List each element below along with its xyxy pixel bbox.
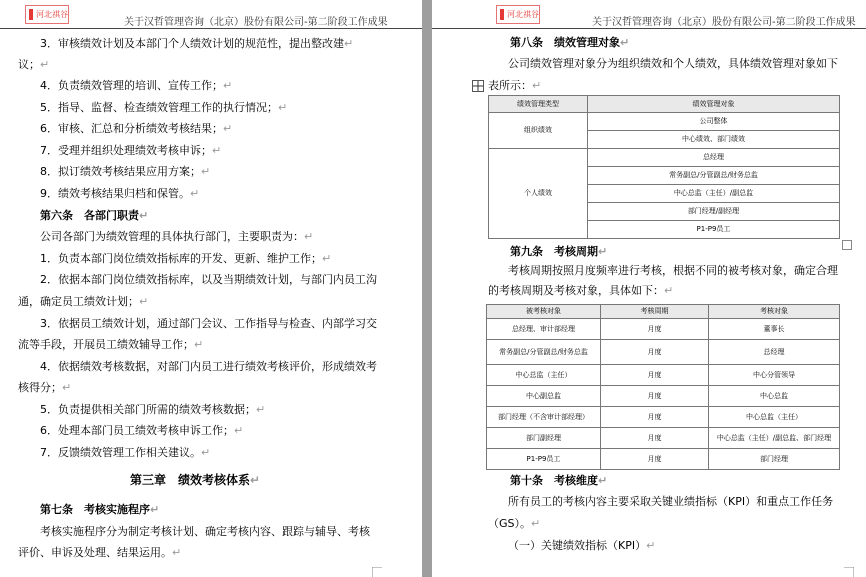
text-line: 核得分；↵ [18, 381, 72, 394]
text-line: 3．审核绩效计划及本部门个人绩效计划的规范性，提出整改建↵ [40, 37, 354, 50]
header-title: 关于汉哲管理咨询（北京）股份有限公司-第二阶段工作成果 [592, 17, 856, 28]
table-cell: P1-P9员工 [588, 221, 840, 239]
move-handle-icon[interactable] [472, 80, 484, 92]
table-row [487, 449, 840, 470]
table-cell: 月度 [601, 340, 709, 365]
table-cell: 部门经理（不含审计部经理） [487, 407, 601, 428]
table-cell: 中心总监（主任）/副总监、部门经理 [709, 428, 840, 449]
company-logo [496, 5, 540, 24]
text-line: 5．指导、监督、检查绩效管理工作的执行情况；↵ [40, 101, 288, 114]
table-cell: 月度 [601, 386, 709, 407]
text-line: 议；↵ [18, 58, 50, 71]
text-line: 的考核周期及考核对象，具体如下：↵ [488, 284, 674, 297]
table-header: 考核周期 [601, 305, 709, 319]
table-cell: 月度 [601, 449, 709, 470]
table-header: 被考核对象 [487, 305, 601, 319]
table-row [487, 319, 840, 340]
logo-text: 河北祺谷 [507, 10, 539, 19]
table-header: 绩效管理对象 [588, 96, 840, 113]
table-cell: 总经理 [709, 340, 840, 365]
article-heading: 第六条 各部门职责↵ [40, 209, 149, 222]
table-cell: 总经理、审计部经理 [487, 319, 601, 340]
text-line: 4．依据绩效考核数据，对部门内员工进行绩效考核评价，形成绩效考 [40, 360, 377, 373]
table-cell: 组织绩效 [489, 113, 588, 149]
article-heading: 第七条 考核实施程序↵ [40, 503, 160, 516]
text-line: （GS）。↵ [488, 517, 541, 530]
logo-mark-icon [29, 9, 33, 20]
table-cell: 常务副总/分管副总/财务总监 [487, 340, 601, 365]
table-cell: 董事长 [709, 319, 840, 340]
logo-mark-icon [500, 9, 504, 20]
margin-corner-mark [844, 567, 854, 577]
text-line: 7．受理并组织处理绩效考核申诉；↵ [40, 144, 222, 157]
logo-text: 河北祺谷 [36, 10, 68, 19]
table-cell: 月度 [601, 365, 709, 386]
table-row [487, 428, 840, 449]
text-line: 2．依据本部门岗位绩效指标库，以及当期绩效计划，与部门内员工沟 [40, 273, 377, 286]
text-line: 4．负责绩效管理的培训、宣传工作；↵ [40, 79, 233, 92]
margin-corner-mark [842, 240, 852, 250]
assessment-cycle-table [486, 304, 840, 470]
text-line: 3．依据员工绩效计划，通过部门会议、工作指导与检查、内部学习交 [40, 317, 377, 330]
table-cell: P1-P9员工 [487, 449, 601, 470]
table-cell: 月度 [601, 407, 709, 428]
table-cell: 公司整体 [588, 113, 840, 131]
text-line: 公司各部门为绩效管理的具体执行部门，主要职责为：↵ [40, 230, 314, 243]
text-line: 通，确定员工绩效计划；↵ [18, 295, 149, 308]
article-heading: 第九条 考核周期↵ [510, 245, 608, 258]
article-heading: 第八条 绩效管理对象↵ [510, 36, 630, 49]
table-cell: 月度 [601, 319, 709, 340]
text-line: 7．反馈绩效管理工作相关建议。↵ [40, 446, 211, 459]
text-line: 流等手段，开展员工绩效辅导工作；↵ [18, 338, 204, 351]
page-header [432, 0, 866, 29]
table-cell: 部门副经理 [487, 428, 601, 449]
performance-target-table [488, 95, 840, 239]
table-cell: 个人绩效 [489, 149, 588, 239]
chapter-heading: 第三章 绩效考核体系↵ [130, 473, 261, 487]
table-cell: 常务副总/分管副总/财务总监 [588, 167, 840, 185]
page-header [0, 0, 422, 29]
text-line: 1．负责本部门岗位绩效指标库的开发、更新、维护工作；↵ [40, 252, 332, 265]
table-cell: 中心绩效、部门绩效 [588, 131, 840, 149]
text-line: 5．负责提供相关部门所需的绩效考核数据；↵ [40, 403, 266, 416]
table-cell: 总经理 [588, 149, 840, 167]
text-line: 6．处理本部门员工绩效考核申诉工作；↵ [40, 424, 244, 437]
page-gap [422, 0, 432, 577]
table-cell: 中心总监 [709, 386, 840, 407]
text-line: （一）关键绩效指标（KPI）↵ [508, 539, 656, 552]
text-line: 所有员工的考核内容主要采取关键业绩指标（KPI）和重点工作任务 [508, 495, 834, 508]
table-row [487, 407, 840, 428]
table-cell: 部门经理/副经理 [588, 203, 840, 221]
text-line: 考核实施程序分为制定考核计划、确定考核内容、跟踪与辅导、考核 [40, 525, 370, 538]
text-line: 表所示：↵ [488, 79, 542, 92]
table-cell: 月度 [601, 428, 709, 449]
text-line: 公司绩效管理对象分为组织绩效和个人绩效，具体绩效管理对象如下 [508, 57, 838, 70]
document-page-right [432, 0, 866, 577]
text-line: 考核周期按照月度频率进行考核，根据不同的被考核对象，确定合理 [508, 264, 838, 277]
table-row [487, 365, 840, 386]
table-row [487, 386, 840, 407]
company-logo [25, 5, 69, 24]
table-header: 绩效管理类型 [489, 96, 588, 113]
header-title: 关于汉哲管理咨询（北京）股份有限公司-第二阶段工作成果 [124, 17, 388, 28]
text-line: 6．审核、汇总和分析绩效考核结果；↵ [40, 122, 233, 135]
table-header: 考核对象 [709, 305, 840, 319]
article-heading: 第十条 考核维度↵ [510, 474, 608, 487]
table-cell: 中心副总监 [487, 386, 601, 407]
text-line: 8．拟订绩效考核结果应用方案；↵ [40, 165, 211, 178]
table-cell: 部门经理 [709, 449, 840, 470]
table-cell: 中心分管领导 [709, 365, 840, 386]
text-line: 评价、申诉及处理、结果运用。↵ [18, 546, 182, 559]
table-row [487, 340, 840, 365]
table-cell: 中心总监（主任）/副总监 [588, 185, 840, 203]
text-line: 9．绩效考核结果归档和保管。↵ [40, 187, 200, 200]
table-cell: 中心总监（主任） [487, 365, 601, 386]
document-page-left [0, 0, 422, 577]
margin-corner-mark [372, 567, 382, 577]
table-cell: 中心总监（主任） [709, 407, 840, 428]
